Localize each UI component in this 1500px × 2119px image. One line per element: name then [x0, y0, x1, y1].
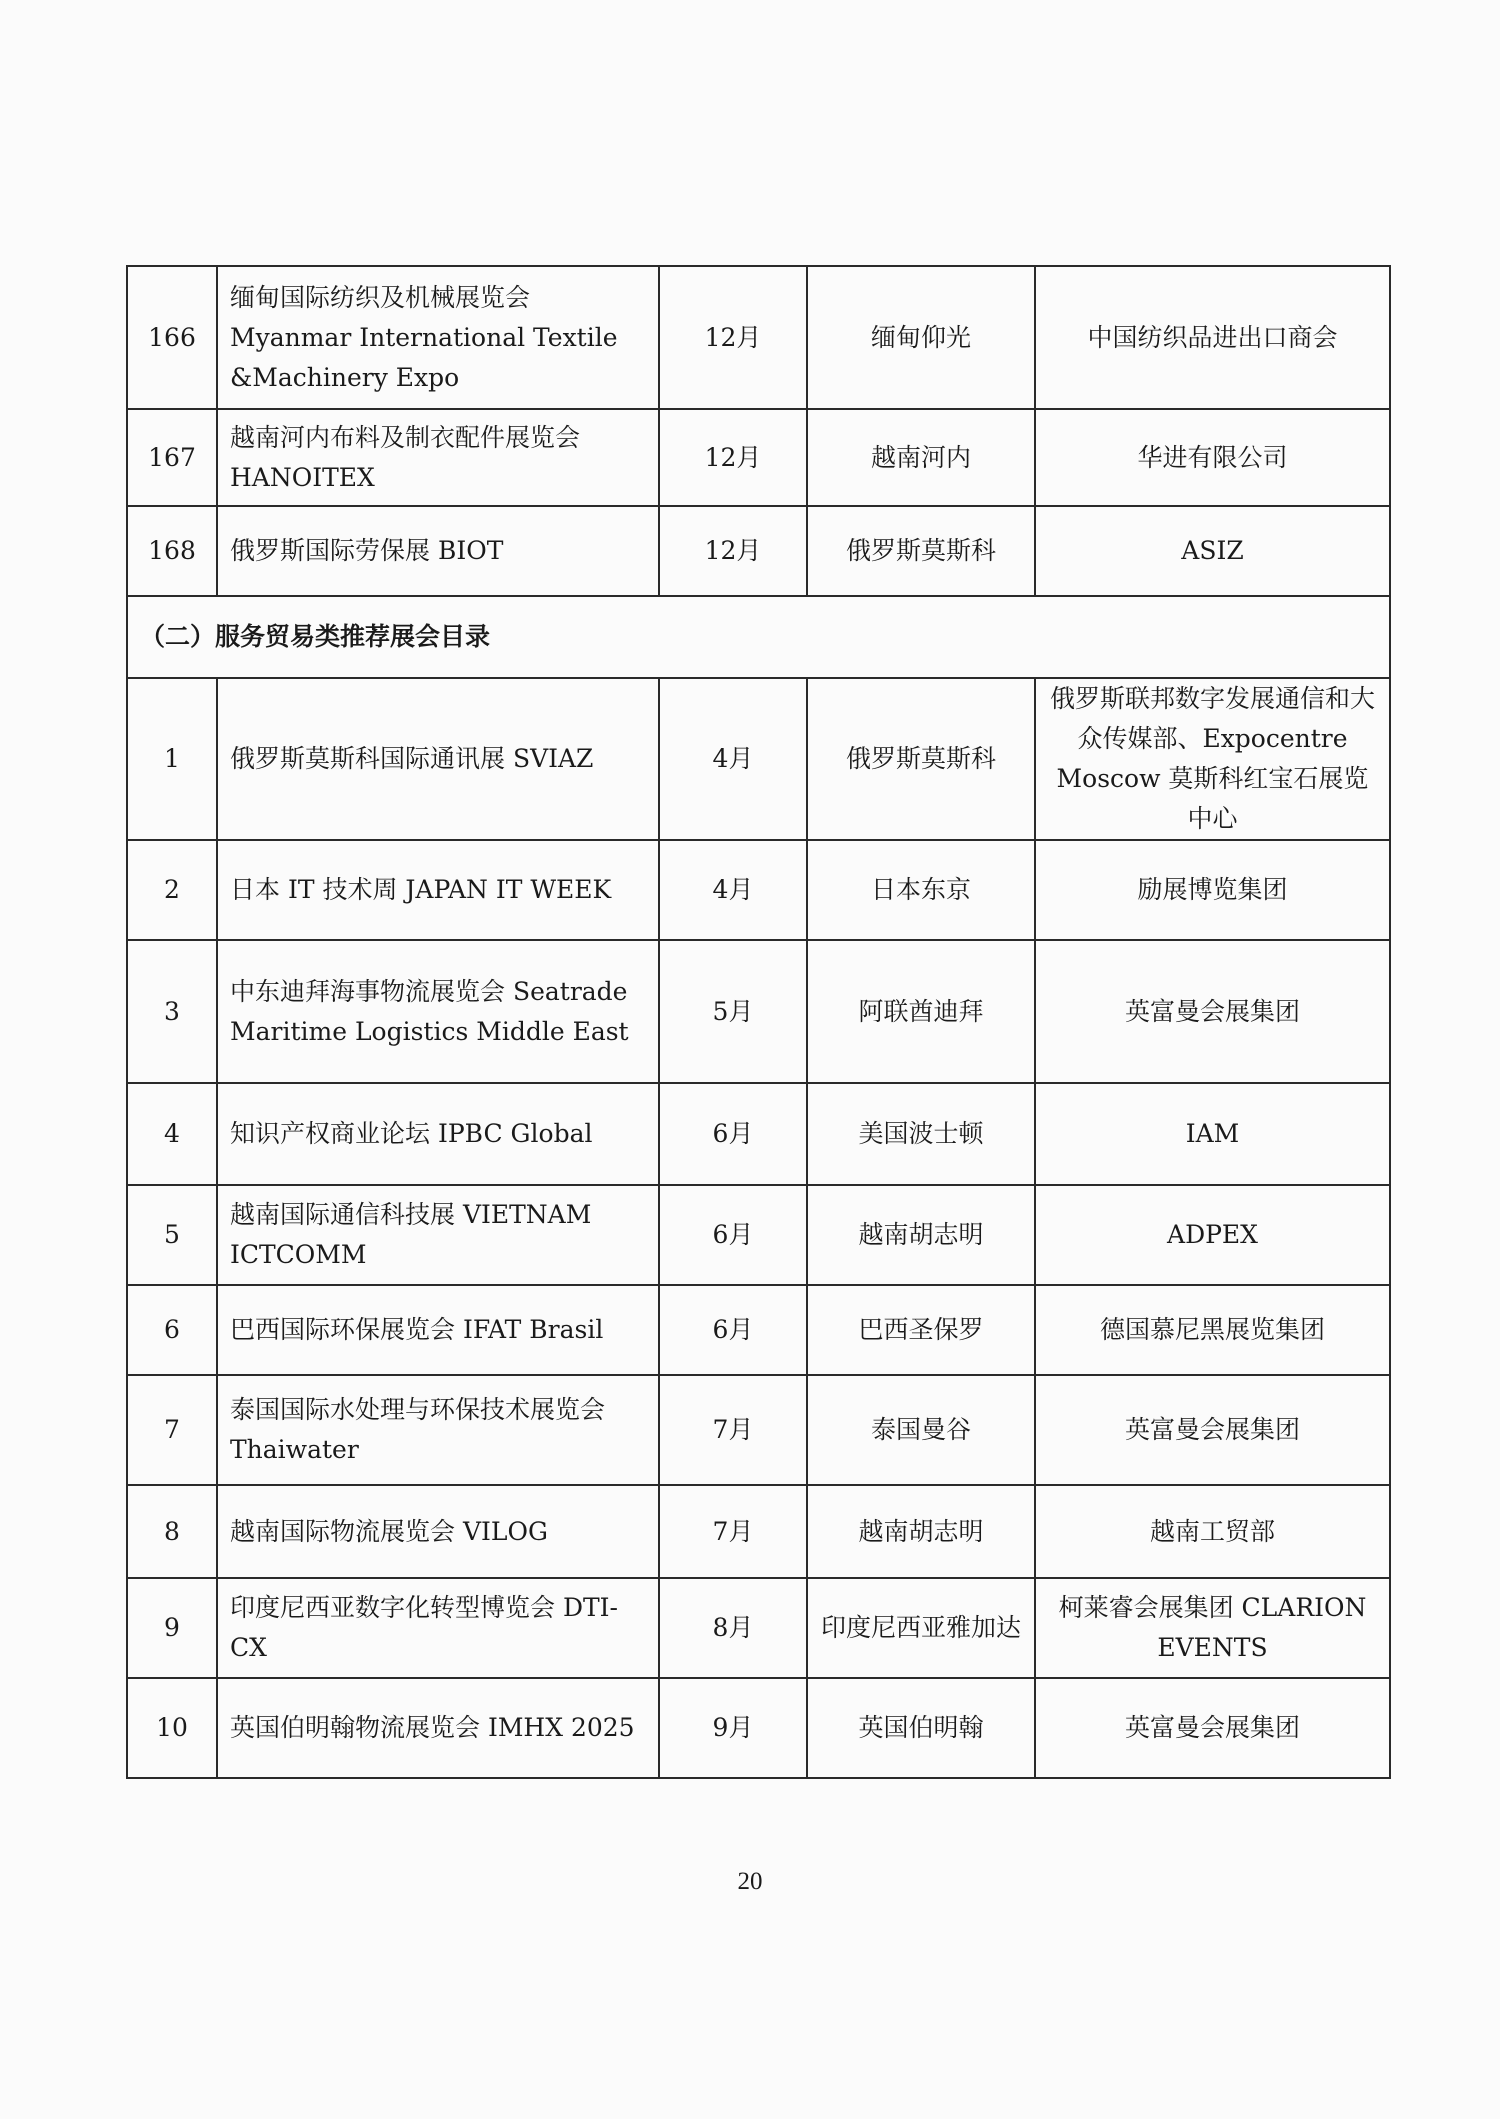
exhibition-time: 4月 — [659, 678, 807, 840]
row-number: 2 — [127, 840, 217, 940]
exhibition-place: 缅甸仰光 — [807, 266, 1035, 409]
row-number: 7 — [127, 1375, 217, 1485]
exhibition-name: 知识产权商业论坛 IPBC Global — [217, 1083, 659, 1185]
exhibition-time: 9月 — [659, 1678, 807, 1778]
exhibition-name: 越南国际物流展览会 VILOG — [217, 1485, 659, 1578]
row-number: 9 — [127, 1578, 217, 1678]
exhibition-time: 12月 — [659, 266, 807, 409]
table-row — [127, 506, 1390, 596]
row-number: 3 — [127, 940, 217, 1083]
exhibition-name: 英国伯明翰物流展览会 IMHX 2025 — [217, 1678, 659, 1778]
exhibition-organizer: 英富曼会展集团 — [1035, 1375, 1390, 1485]
exhibition-organizer: 中国纺织品进出口商会 — [1035, 266, 1390, 409]
exhibition-name: 越南国际通信科技展 VIETNAM ICTCOMM — [217, 1185, 659, 1285]
exhibition-name: 印度尼西亚数字化转型博览会 DTI-CX — [217, 1578, 659, 1678]
section-title: （二）服务贸易类推荐展会目录 — [127, 596, 1390, 678]
table-row — [127, 1185, 1390, 1285]
exhibition-organizer: IAM — [1035, 1083, 1390, 1185]
exhibition-name: 俄罗斯国际劳保展 BIOT — [217, 506, 659, 596]
exhibition-name: 越南河内布料及制衣配件展览会 HANOITEX — [217, 409, 659, 506]
exhibition-organizer: 俄罗斯联邦数字发展通信和大众传媒部、Expocentre Moscow 莫斯科红宝石展览中心 — [1035, 678, 1390, 840]
exhibition-name: 泰国国际水处理与环保技术展览会 Thaiwater — [217, 1375, 659, 1485]
exhibition-organizer: 柯莱睿会展集团 CLARION EVENTS — [1035, 1578, 1390, 1678]
row-number: 5 — [127, 1185, 217, 1285]
exhibition-place: 巴西圣保罗 — [807, 1285, 1035, 1375]
exhibition-time: 6月 — [659, 1285, 807, 1375]
row-number: 10 — [127, 1678, 217, 1778]
exhibition-name: 俄罗斯莫斯科国际通讯展 SVIAZ — [217, 678, 659, 840]
exhibition-place: 俄罗斯莫斯科 — [807, 678, 1035, 840]
exhibition-organizer: 英富曼会展集团 — [1035, 1678, 1390, 1778]
row-number: 168 — [127, 506, 217, 596]
row-number: 6 — [127, 1285, 217, 1375]
table-row — [127, 840, 1390, 940]
exhibition-time: 8月 — [659, 1578, 807, 1678]
exhibition-organizer: 越南工贸部 — [1035, 1485, 1390, 1578]
exhibition-place: 俄罗斯莫斯科 — [807, 506, 1035, 596]
row-number: 8 — [127, 1485, 217, 1578]
exhibition-name: 缅甸国际纺织及机械展览会 Myanmar International Textile &Machinery Expo — [217, 266, 659, 409]
table-row — [127, 266, 1390, 409]
exhibition-organizer: 德国慕尼黑展览集团 — [1035, 1285, 1390, 1375]
table-row — [127, 940, 1390, 1083]
table-row — [127, 1083, 1390, 1185]
exhibition-time: 7月 — [659, 1485, 807, 1578]
row-number: 167 — [127, 409, 217, 506]
exhibition-organizer: ASIZ — [1035, 506, 1390, 596]
exhibition-place: 阿联酋迪拜 — [807, 940, 1035, 1083]
row-number: 166 — [127, 266, 217, 409]
exhibition-time: 6月 — [659, 1083, 807, 1185]
exhibition-place: 印度尼西亚雅加达 — [807, 1578, 1035, 1678]
exhibition-place: 越南河内 — [807, 409, 1035, 506]
exhibition-place: 泰国曼谷 — [807, 1375, 1035, 1485]
exhibition-table — [126, 265, 1391, 1779]
exhibition-time: 7月 — [659, 1375, 807, 1485]
exhibition-place: 日本东京 — [807, 840, 1035, 940]
row-number: 1 — [127, 678, 217, 840]
table-row — [127, 1678, 1390, 1778]
page-number: 20 — [737, 1868, 763, 1895]
exhibition-name: 日本 IT 技术周 JAPAN IT WEEK — [217, 840, 659, 940]
table-row — [127, 1485, 1390, 1578]
exhibition-place: 英国伯明翰 — [807, 1678, 1035, 1778]
table-row — [127, 1285, 1390, 1375]
exhibition-place: 越南胡志明 — [807, 1485, 1035, 1578]
exhibition-organizer: 英富曼会展集团 — [1035, 940, 1390, 1083]
table-row — [127, 1375, 1390, 1485]
exhibition-place: 越南胡志明 — [807, 1185, 1035, 1285]
row-number: 4 — [127, 1083, 217, 1185]
exhibition-name: 巴西国际环保展览会 IFAT Brasil — [217, 1285, 659, 1375]
exhibition-time: 6月 — [659, 1185, 807, 1285]
table-row — [127, 1578, 1390, 1678]
exhibition-name: 中东迪拜海事物流展览会 Seatrade Maritime Logistics Middle East — [217, 940, 659, 1083]
exhibition-time: 12月 — [659, 506, 807, 596]
table-row — [127, 409, 1390, 506]
exhibition-time: 12月 — [659, 409, 807, 506]
table-row — [127, 678, 1390, 840]
exhibition-organizer: ADPEX — [1035, 1185, 1390, 1285]
section-heading-row — [127, 596, 1390, 678]
exhibition-organizer: 华进有限公司 — [1035, 409, 1390, 506]
exhibition-organizer: 励展博览集团 — [1035, 840, 1390, 940]
exhibition-time: 4月 — [659, 840, 807, 940]
exhibition-time: 5月 — [659, 940, 807, 1083]
exhibition-place: 美国波士顿 — [807, 1083, 1035, 1185]
